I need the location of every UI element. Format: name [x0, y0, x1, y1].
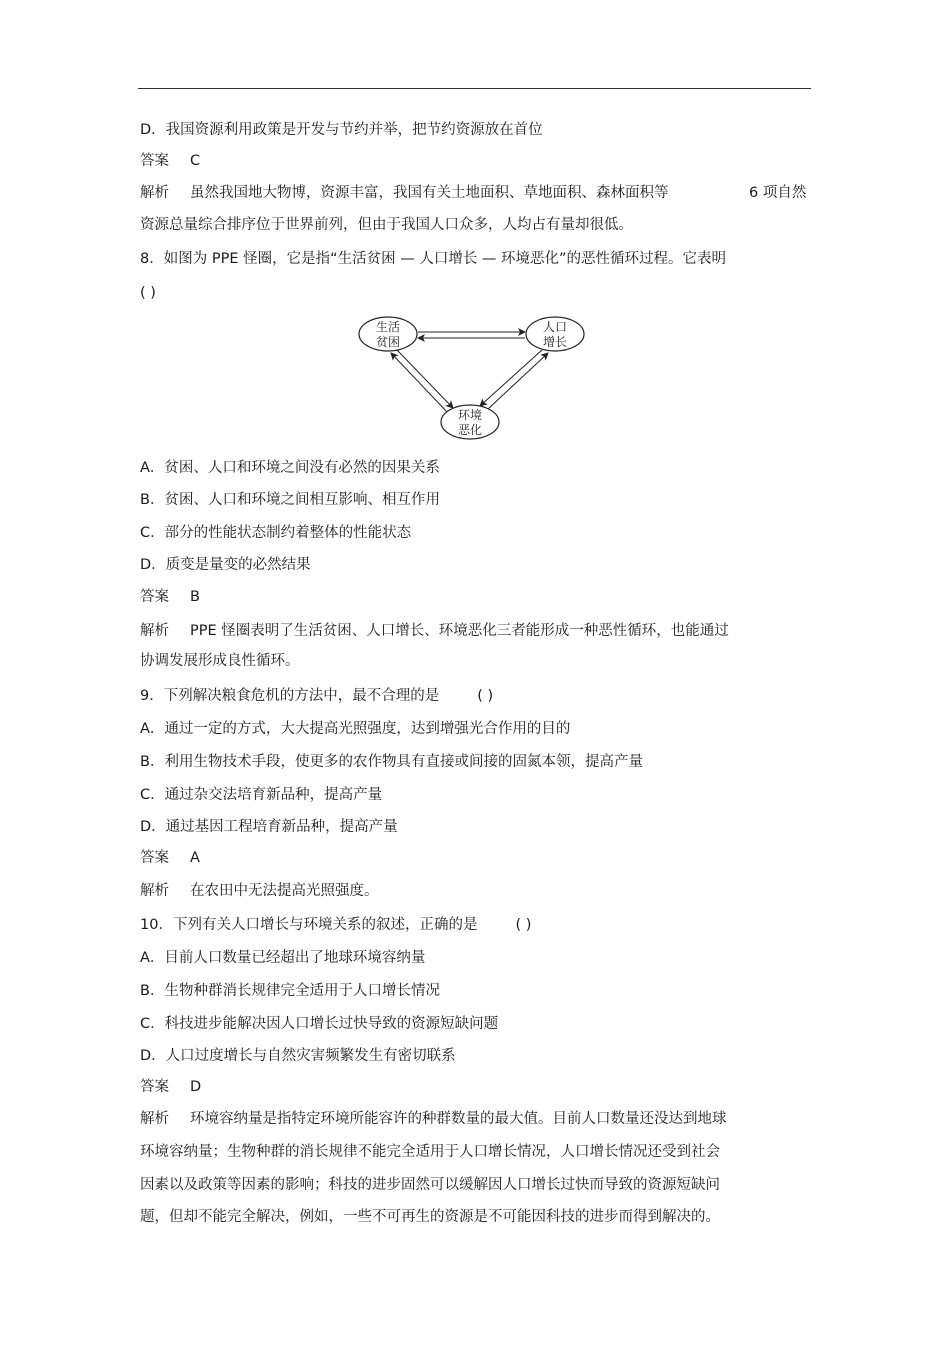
q10-option-d: D．人口过度增长与自然灾害频繁发生有密切联系: [140, 1048, 456, 1064]
analysis-label: 解析: [140, 1111, 169, 1127]
arrow-population-to-environment: [480, 350, 542, 406]
q8-answer: B: [190, 589, 200, 605]
q8-option-a: A．贫困、人口和环境之间没有必然的因果关系: [140, 460, 440, 476]
arrow-environment-to-poverty: [391, 353, 447, 412]
node-population-line2: 增长: [542, 335, 568, 349]
q9-option-a: A．通过一定的方式，大大提高光照强度，达到增强光合作用的目的: [140, 721, 571, 737]
q10-answer: D: [190, 1079, 202, 1095]
q9-stem: 9．下列解决粮食危机的方法中，最不合理的是: [140, 688, 440, 704]
q9-option-d: D．通过基因工程培育新品种，提高产量: [140, 819, 398, 835]
analysis-label: 解析: [140, 185, 169, 201]
q10-analysis-line-3: 因素以及政策等因素的影响；科技的进步固然可以缓解因人口增长过快而导致的资源短缺问: [140, 1177, 720, 1193]
node-environment: [441, 405, 499, 439]
q9-analysis-line-1: 在农田中无法提高光照强度。: [190, 883, 379, 899]
q10-analysis-line-1: 环境容纳量是指特定环境所能容许的种群数量的最大值。目前人口数量还没达到地球: [190, 1111, 727, 1127]
q8-analysis-row-1: [140, 621, 729, 641]
ppe-cycle-diagram: [355, 312, 590, 447]
q8-option-b: B．贫困、人口和环境之间相互影响、相互作用: [140, 492, 440, 508]
q9-answer: A: [190, 850, 200, 866]
arrow-environment-to-population: [488, 353, 548, 409]
q7-analysis-line-2: 资源总量综合排序位于世界前列，但由于我国人口众多，人均占有量却很低。: [140, 217, 633, 233]
q8-option-c: C．部分的性能状态制约着整体的性能状态: [140, 525, 412, 541]
q9-option-c: C．通过杂交法培育新品种，提高产量: [140, 787, 383, 803]
q8-option-d: D．质变是量变的必然结果: [140, 557, 311, 573]
answer-label: 答案: [140, 850, 169, 866]
node-poverty-line1: 生活: [375, 320, 401, 334]
q9-option-b: B．利用生物技术手段，使更多的农作物具有直接或间接的固氮本领，提高产量: [140, 754, 643, 770]
q8-answer-row: [140, 587, 200, 607]
q8-paren: ( ): [140, 285, 156, 301]
node-population: [526, 317, 584, 351]
q7-option-d: D．我国资源利用政策是开发与节约并举，把节约资源放在首位: [140, 122, 543, 138]
q10-analysis-line-2: 环境容纳量；生物种群的消长规律不能完全适用于人口增长情况，人口增长情况还受到社会: [140, 1144, 720, 1160]
q7-analysis-line-1-tail: 6 项自然: [749, 185, 807, 201]
q10-analysis-row-1: [140, 1109, 727, 1129]
q10-stem-row: [140, 915, 531, 935]
answer-label: 答案: [140, 1079, 169, 1095]
q9-paren: ( ): [477, 688, 494, 704]
q10-option-c: C．科技进步能解决因人口增长过快导致的资源短缺问题: [140, 1016, 499, 1032]
q7-answer: C: [190, 153, 201, 169]
node-poverty: [359, 317, 417, 351]
q10-option-b: B．生物种群消长规律完全适用于人口增长情况: [140, 983, 440, 999]
node-poverty-line2: 贫困: [375, 335, 401, 349]
q7-analysis-row-1: [140, 183, 669, 203]
answer-label: 答案: [140, 153, 169, 169]
q10-paren: ( ): [515, 917, 532, 933]
arrow-poverty-to-environment: [397, 350, 453, 408]
node-environment-line1: 环境: [457, 408, 483, 422]
q7-answer-row: [140, 151, 200, 171]
analysis-label: 解析: [140, 623, 169, 639]
q9-stem-row: [140, 686, 493, 706]
q8-analysis-line-1: PPE 怪圈表明了生活贫困、人口增长、环境恶化三者能形成一种恶性循环，也能通过: [190, 623, 729, 639]
q10-option-a: A．目前人口数量已经超出了地球环境容纳量: [140, 950, 426, 966]
header-rule: [138, 88, 811, 89]
node-population-line1: 人口: [542, 320, 568, 334]
q10-stem: 10．下列有关人口增长与环境关系的叙述，正确的是: [140, 917, 478, 933]
q9-answer-row: [140, 848, 200, 868]
q10-answer-row: [140, 1077, 201, 1097]
q10-analysis-line-4: 题，但却不能完全解决，例如，一些不可再生的资源是不可能因科技的进步而得到解决的。: [140, 1209, 720, 1225]
q8-stem: 8．如图为 PPE 怪圈，它是指“生活贫困 — 人口增长 — 环境恶化”的恶性循环过程。它表明: [140, 251, 727, 267]
answer-label: 答案: [140, 589, 169, 605]
analysis-label: 解析: [140, 883, 169, 899]
node-environment-line2: 恶化: [457, 423, 483, 437]
q8-analysis-line-2: 协调发展形成良性循环。: [140, 653, 300, 669]
q7-analysis-line-1: 虽然我国地大物博，资源丰富，我国有关土地面积、草地面积、森林面积等: [190, 185, 669, 201]
q9-analysis-row-1: [140, 881, 379, 901]
